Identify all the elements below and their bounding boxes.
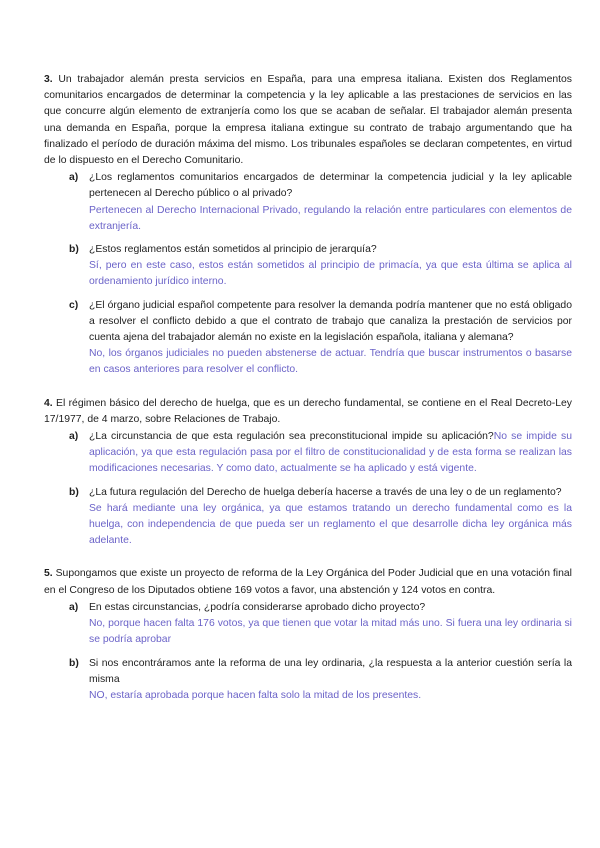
answer-text: Sí, pero en este caso, estos están sometidos al principio de primacía, ya que esta última se aplica al ordenamiento jurídico interno.	[89, 260, 572, 288]
sub-question-3b	[69, 242, 572, 291]
answer-text: No, los órganos judiciales no pueden abstenerse de actuar. Tendría que buscar instrumentos o basarse en casos anteriores para resolver el conflicto.	[89, 348, 572, 376]
sub-question-5a	[69, 600, 572, 649]
sub-question-5b	[69, 656, 572, 705]
sub-question-text: ¿Estos reglamentos están sometidos al principio de jerarquía?	[89, 244, 377, 256]
question-4-statement	[44, 396, 572, 428]
question-text: El régimen básico del derecho de huelga, que es un derecho fundamental, se contiene en el Real Decreto-Ley 17/1977, de 4 marzo, sobre Relaciones de Trabajo.	[44, 397, 572, 425]
sub-question-text: ¿La circunstancia de que esta regulación sea preconstitucional impide su aplicación?	[89, 431, 494, 443]
document-page	[44, 72, 572, 721]
sub-letter: a)	[69, 172, 79, 184]
question-5-statement	[44, 566, 572, 598]
answer-text: Pertenecen al Derecho Internacional Privado, regulando la relación entre particulares con elementos de extranjería.	[89, 204, 572, 232]
question-number: 4.	[44, 397, 53, 409]
sub-question-text: ¿La futura regulación del Derecho de huelga debería hacerse a través de una ley o de un reglamento?	[89, 486, 562, 498]
question-number: 3.	[44, 74, 53, 85]
question-3	[44, 72, 572, 379]
sub-question-text: En estas circunstancias, ¿podría considerarse aprobado dicho proyecto?	[89, 601, 426, 613]
sub-letter: b)	[69, 244, 79, 256]
question-text: Un trabajador alemán presta servicios en España, para una empresa italiana. Existen dos Reglamentos comunitarios encargados de determinar la competencia y la ley aplicable a las prestaciones de servicios en las que concurre algún elemento de extranjería como los que se acaban de señalar. El trabajador alemán presenta una demanda en España, porque la empresa italiana extingue su contrato de trabajo argumentando que ha finalizado el período de duración máxima del mismo. Los tribunales españoles se declaran competentes, en virtud de lo dispuesto en el Derecho Comunitario.	[44, 74, 572, 167]
sub-question-4a	[69, 429, 572, 478]
answer-text: NO, estaría aprobada porque hacen falta solo la mitad de los presentes.	[89, 689, 422, 701]
question-number: 5.	[44, 568, 53, 580]
sub-letter: a)	[69, 601, 79, 613]
answer-text: No, porque hacen falta 176 votos, ya que tienen que votar la mitad más uno. Si fuera una ley ordinaria si se podría aprobar	[89, 618, 572, 646]
sub-question-text: ¿Los reglamentos comunitarios encargados de determinar la competencia judicial y la ley aplicable pertenecen al Derecho público o al privado?	[89, 172, 572, 200]
question-text: Supongamos que existe un proyecto de reforma de la Ley Orgánica del Poder Judicial que en una votación final en el Congreso de los Diputados obtiene 169 votos a favor, una abstención y 124 votos en contra.	[44, 568, 572, 596]
sub-question-text: ¿El órgano judicial español competente para resolver la demanda podría mantener que no está obligado a resolver el conflicto debido a que el contrato de trabajo que canaliza la prestación de servicios por cuenta ajena del trabajador alemán no existe en la legislación española, italiana y alemana?	[89, 299, 572, 344]
answer-text: Se hará mediante una ley orgánica, ya que estamos tratando un derecho fundamental como es la huelga, con independencia de que pueda ser un reglamento el que desarrolle dicha ley orgánica más adelante.	[89, 502, 572, 547]
sub-letter: c)	[69, 299, 79, 311]
sub-letter: b)	[69, 486, 79, 498]
question-3-statement	[44, 72, 572, 169]
sub-letter: b)	[69, 657, 79, 669]
sub-question-3a	[69, 170, 572, 235]
question-4	[44, 396, 572, 550]
sub-question-4b	[69, 485, 572, 550]
sub-question-3c	[69, 298, 572, 379]
answer-text: No se impide su aplicación, ya que esta regulación pasa por el filtro de constitucionalidad y de esta forma se realizan las modificaciones necesarias. Y como dato, actualmente se ha aplicado y está vigente.	[89, 431, 572, 475]
sub-question-with-answer	[89, 429, 572, 478]
sub-letter: a)	[69, 431, 79, 443]
question-5	[44, 566, 572, 704]
sub-question-text: Si nos encontráramos ante la reforma de una ley ordinaria, ¿la respuesta a la anterior cuestión sería la misma	[89, 657, 572, 685]
